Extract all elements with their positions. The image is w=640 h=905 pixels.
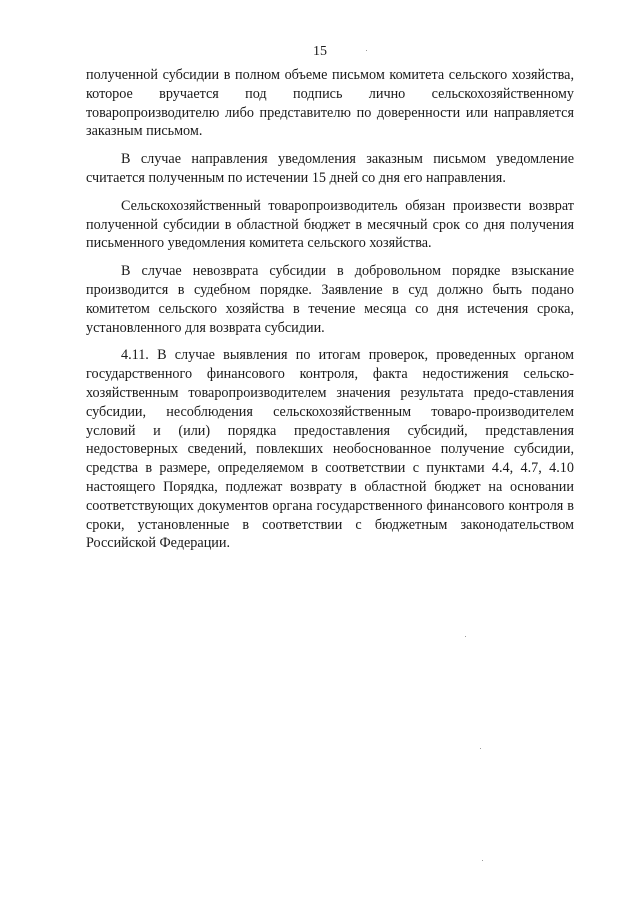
scan-speck [482,860,483,861]
paragraph-court-recovery: В случае невозврата субсидии в добровольном порядке взыскание производится в судебном порядке. Заявление в суд должно быть подано комитетом сельского хозяйства в течение месяца со дня истечения срока, установленного для возврата субсидии. [86,263,574,336]
scan-speck [480,748,481,749]
scan-speck [465,636,466,637]
paragraph-clause-4-11: 4.11. В случае выявления по итогам проверок, проведенных органом государственного финансового контроля, факта недостижения сельско-хозяйственным товаропроизводителем значения результата предо-ставления субсидии, несоблюдения сельскохозяйственным товаро-производителем условий и (или) порядка предоставления субсидий, представления недостоверных сведений, повлекших необоснованное получение субсидии, средства в размере, определяемом в соответствии с пунктами 4.4, 4.7, 4.10 настоящего Порядка, подлежат возврату в областной бюджет на основании соответствующих документов органа государственного финансового контроля в сроки, установленные в соответствии с бюджетным законодательством Российской Федерации. [86,347,574,552]
paragraph-continuation: полученной субсидии в полном объеме письмом комитета сельского хозяйства, которое вручается под подпись лично сельскохозяйственному товаропроизводителю либо представителю по доверенности или направляется заказным письмом. [86,67,574,140]
page-number: 15 [313,44,327,59]
paragraph-notice-delivery: В случае направления уведомления заказным письмом уведомление считается полученным по истечении 15 дней со дня его направления. [86,151,574,186]
document-body [86,66,574,562]
scan-speck [366,50,367,51]
paragraph-return-obligation: Сельскохозяйственный товаропроизводитель обязан произвести возврат полученной субсидии в областной бюджет в месячный срок со дня получения письменного уведомления комитета сельского хозяйства. [86,197,574,252]
